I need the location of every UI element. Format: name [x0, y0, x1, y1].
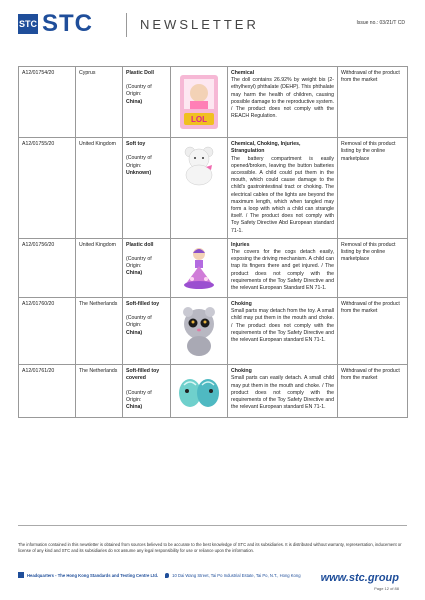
table-row: [19, 67, 408, 138]
reference-cell: [19, 298, 76, 365]
building-icon: [18, 572, 24, 578]
footer-divider: [18, 525, 407, 526]
product-cell: [123, 298, 171, 365]
spinning-doll-photo: [176, 245, 222, 294]
measure-text: Withdrawal of the product from the market: [341, 70, 400, 84]
origin-label: (Country of Origin:: [126, 155, 152, 169]
svg-text:LOL: LOL: [191, 115, 207, 124]
reference-number: A12/01755/20: [22, 141, 55, 148]
measure-text: Withdrawal of the product from the market: [341, 368, 400, 382]
photo-cell: [171, 138, 228, 239]
table-row: [19, 365, 408, 418]
measure-cell: [338, 67, 408, 138]
reference-cell: [19, 67, 76, 138]
country-cell: [76, 238, 123, 297]
metallic-plush-photo: [176, 371, 222, 414]
country-cell: [76, 67, 123, 138]
teddy-bear-photo: [176, 144, 222, 189]
hazard-description: The battery compartment is easily opened/broken, leaving the button batteries accessible. A child could put them in the mouth, which could cause damage to the child's gastrointestinal tract or choking. The electrical cables of the lights are beyond the maximum length, which when tangled may form a loop with which a child can strangle itself. / The product does not comply with Toy Safety Directive Abd European standard 71-1.: [231, 155, 334, 234]
newsletter-title: NEWSLETTER: [140, 17, 259, 32]
table-row: [19, 138, 408, 239]
measure-cell: [338, 365, 408, 418]
origin-value: China): [126, 404, 143, 411]
measure-cell: [338, 298, 408, 365]
product-name: Soft toy: [126, 141, 146, 148]
product-name: Plastic Doll: [126, 70, 154, 76]
location-pin-icon: [165, 573, 169, 578]
country-name: The Netherlands: [79, 368, 118, 375]
hazard-description: The doll contains 26.92% by weight bis (2-ethylhexyl) phthalate (DEHP). This phthalate may harm the health of children, causing possible damage to the reproductive system. / The product does not comply with the REACH Regulation.: [231, 77, 334, 120]
page-number: Page 12 of 88: [374, 586, 399, 591]
reference-number: A12/01761/20: [22, 368, 55, 375]
country-cell: [76, 365, 123, 418]
issue-number: Issue no.: 03/21/T CD: [356, 20, 405, 26]
origin-value: China): [126, 329, 143, 336]
country-name: The Netherlands: [79, 301, 118, 308]
hazard-title: Chemical, Choking, Injuries, Strangulation: [231, 141, 301, 155]
measure-text: Withdrawal of the product from the market: [341, 301, 400, 315]
country-name: United Kingdom: [79, 141, 116, 148]
hazard-title: Chemical: [231, 70, 255, 76]
table-row: [19, 238, 408, 297]
photo-cell: [171, 67, 228, 138]
stc-logo-text: STC: [42, 10, 93, 37]
hazard-title: Choking: [231, 368, 252, 375]
product-name: Soft-filled toy: [126, 301, 160, 308]
lol-doll-box-photo: [176, 73, 222, 134]
country-name: United Kingdom: [79, 241, 116, 248]
measure-cell: [338, 238, 408, 297]
photo-cell: [171, 298, 228, 365]
product-cell: [123, 238, 171, 297]
photo-cell: [171, 365, 228, 418]
measure-text: Removal of this product listing by the online marketplace: [341, 241, 396, 263]
hq-address: 10 Dai Wang Street, Tai Po Industrial Estate, Tai Po, N.T., Hong Kong: [172, 572, 301, 578]
origin-value: China): [126, 98, 143, 105]
reference-number: A12/01756/20: [22, 241, 55, 248]
footer-disclaimer: The information contained in this newsletter is obtained from sources believed to be accurate to the best knowledge of STC and its subsidiaries. It is distributed without warranty, representation, inducement or license of any kind and STC and its subsidiaries do not assume any legal responsibility for use or reliance upon the information.: [18, 542, 402, 553]
measure-cell: [338, 138, 408, 239]
product-name: Soft-filled toy covered: [126, 368, 160, 382]
hazard-cell: [228, 67, 338, 138]
hazard-description: Small parts may detach from the toy. A small child may put them in the mouth and choke. / The product does not comply with the requirements of the Toy Safety Directive and the relevant European standard EN 71-1.: [231, 308, 334, 344]
origin-label: (Country of Origin:: [126, 84, 152, 98]
hazard-cell: [228, 238, 338, 297]
hazard-description: Small parts can easily detach. A small child may put them in the mouth and choke. / The product does not comply with the requirements of the Toy Safety Directive and the relevant European standard EN 71-1.: [231, 375, 334, 411]
recall-table: [18, 66, 408, 418]
measure-text: Removal of this product listing by the online marketplace: [341, 141, 396, 162]
hazard-cell: [228, 298, 338, 365]
reference-cell: [19, 138, 76, 239]
plush-animal-photo: [176, 304, 222, 361]
country-cell: [76, 138, 123, 239]
origin-value: Unknown): [126, 169, 152, 176]
product-cell: [123, 365, 171, 418]
product-cell: [123, 67, 171, 138]
hazard-title: Injuries: [231, 241, 250, 248]
origin-label: (Country of Origin:: [126, 315, 152, 329]
photo-cell: [171, 238, 228, 297]
hq-label: Headquarters - The Hong Kong Standards and Testing Centre Ltd.: [27, 572, 159, 578]
country-name: Cyprus: [79, 70, 96, 76]
hazard-cell: [228, 138, 338, 239]
hazard-cell: [228, 365, 338, 418]
reference-cell: [19, 365, 76, 418]
footer-headquarters: [18, 572, 301, 578]
product-name: Plastic doll: [126, 241, 154, 248]
table-row: [19, 298, 408, 365]
product-cell: [123, 138, 171, 239]
website-link[interactable]: www.stc.group: [320, 572, 399, 584]
origin-label: (Country of Origin:: [126, 256, 152, 270]
country-cell: [76, 298, 123, 365]
origin-label: (Country of Origin:: [126, 389, 152, 403]
hazard-title: Choking: [231, 301, 252, 308]
reference-number: A12/01760/20: [22, 301, 55, 308]
origin-value: China): [126, 270, 143, 277]
stc-logo-mark: STC: [18, 14, 38, 34]
reference-cell: [19, 238, 76, 297]
header-divider: [126, 13, 127, 37]
hazard-description: The covers for the cogs detach easily, exposing the driving mechanism. A child can trap its fingers there and get injured. / The product does not comply with the requirements of the Toy Safety Directive and the relevant European Standard EN 71-1.: [231, 249, 334, 292]
reference-number: A12/01754/20: [22, 70, 55, 76]
